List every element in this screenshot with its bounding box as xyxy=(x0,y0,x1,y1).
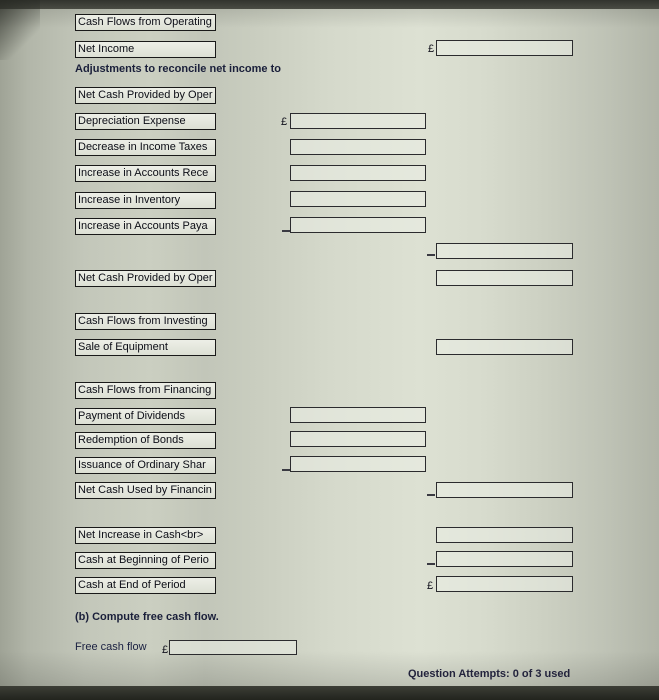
account-select-redemption-of-bonds[interactable]: Redemption of Bonds xyxy=(75,432,216,449)
currency-symbol: £ xyxy=(281,116,288,128)
account-select-net-cash-financing[interactable]: Net Cash Used by Financin xyxy=(75,482,216,499)
account-select-depreciation[interactable]: Depreciation Expense xyxy=(75,113,216,130)
photo-top-edge xyxy=(0,0,659,9)
account-select-net-income[interactable]: Net Income xyxy=(75,41,216,58)
underline-mark xyxy=(427,563,435,565)
account-select-net-cash-provided-sub[interactable]: Net Cash Provided by Oper xyxy=(75,87,216,104)
amount-input-increase-accounts-payable[interactable] xyxy=(290,217,426,233)
underline-mark xyxy=(427,494,435,496)
underline-mark xyxy=(427,254,435,256)
amount-input-increase-accounts-receivable[interactable] xyxy=(290,165,426,181)
currency-symbol: £ xyxy=(162,644,169,656)
amount-input-cash-at-beginning[interactable] xyxy=(436,551,573,567)
account-select-operating-header[interactable]: Cash Flows from Operating xyxy=(75,14,216,31)
amount-input-issuance-of-shares[interactable] xyxy=(290,456,426,472)
account-select-net-cash-operating[interactable]: Net Cash Provided by Oper xyxy=(75,270,216,287)
account-select-decrease-income-taxes[interactable]: Decrease in Income Taxes xyxy=(75,139,216,156)
account-select-financing-header[interactable]: Cash Flows from Financing xyxy=(75,382,216,399)
account-select-payment-of-dividends[interactable]: Payment of Dividends xyxy=(75,408,216,425)
account-select-investing-header[interactable]: Cash Flows from Investing xyxy=(75,313,216,330)
underline-mark xyxy=(282,469,290,471)
amount-input-net-increase-in-cash[interactable] xyxy=(436,527,573,543)
account-select-cash-at-end[interactable]: Cash at End of Period xyxy=(75,577,216,594)
amount-input-net-cash-operating[interactable] xyxy=(436,270,573,286)
amount-input-depreciation[interactable] xyxy=(290,113,426,129)
underline-mark xyxy=(282,230,290,232)
amount-input-decrease-income-taxes[interactable] xyxy=(290,139,426,155)
amount-input-sale-of-equipment[interactable] xyxy=(436,339,573,355)
account-select-increase-inventory[interactable]: Increase in Inventory xyxy=(75,192,216,209)
free-cash-flow-label: Free cash flow xyxy=(75,641,147,653)
amount-input-payment-of-dividends[interactable] xyxy=(290,407,426,423)
amount-input-redemption-of-bonds[interactable] xyxy=(290,431,426,447)
account-select-increase-accounts-receivable[interactable]: Increase in Accounts Rece xyxy=(75,165,216,182)
account-select-increase-accounts-payable[interactable]: Increase in Accounts Paya xyxy=(75,218,216,235)
currency-symbol: £ xyxy=(428,43,435,55)
photo-bottom-edge xyxy=(0,686,659,700)
account-select-cash-at-beginning[interactable]: Cash at Beginning of Perio xyxy=(75,552,216,569)
amount-input-cash-at-end[interactable] xyxy=(436,576,573,592)
photo-corner-shadow xyxy=(0,0,40,60)
amount-input-increase-inventory[interactable] xyxy=(290,191,426,207)
amount-input-total-adjustments[interactable] xyxy=(436,243,573,259)
account-select-sale-of-equipment[interactable]: Sale of Equipment xyxy=(75,339,216,356)
account-select-net-increase-in-cash[interactable]: Net Increase in Cash<br> xyxy=(75,527,216,544)
account-select-issuance-of-shares[interactable]: Issuance of Ordinary Shar xyxy=(75,457,216,474)
amount-input-net-cash-financing[interactable] xyxy=(436,482,573,498)
question-attempts-status: Question Attempts: 0 of 3 used xyxy=(408,668,571,680)
currency-symbol: £ xyxy=(427,580,434,592)
part-b-heading: (b) Compute free cash flow. xyxy=(75,611,219,623)
amount-input-net-income[interactable] xyxy=(436,40,573,56)
amount-input-free-cash-flow[interactable] xyxy=(169,640,297,655)
adjustments-note: Adjustments to reconcile net income to xyxy=(75,63,281,75)
